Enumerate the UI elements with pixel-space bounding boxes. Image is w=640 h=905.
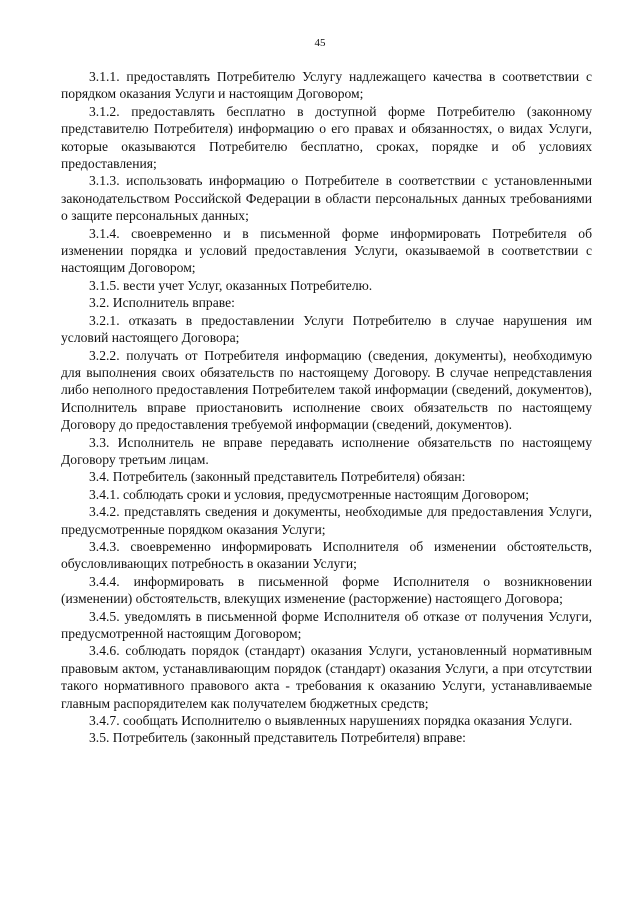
clause-3-4-7: 3.4.7. сообщать Исполнителю о выявленных нарушениях порядка оказания Услуги. [89, 713, 573, 729]
clause-3-1-3: 3.1.3. использовать информацию о Потребителе в соответствии с установленными законодательством Российской Федерации в области персональных данных требованиями о защите персональных данных; [61, 173, 592, 224]
page-number: 45 [314, 37, 326, 49]
clause-3-4-4: 3.4.4. информировать в письменной форме Исполнителя о возникновении (изменении) обстоятельств, влекущих изменение (расторжение) настоящего Договора; [61, 573, 592, 607]
clause-3-1-5: 3.1.5. вести учет Услуг, оказанных Потребителю. [89, 277, 373, 293]
clause-3-4-heading: 3.4. Потребитель (законный представитель Потребителя) обязан: [89, 469, 466, 485]
document-body [61, 68, 592, 747]
clause-3-1-4: 3.1.4. своевременно и в письменной форме информировать Потребителя об изменении порядка и условий предоставления Услуги, оказываемой в соответствии с настоящим Договором; [61, 225, 592, 276]
clause-3-3: 3.3. Исполнитель не вправе передавать исполнение обязательств по настоящему Договору третьим лицам. [61, 434, 592, 467]
clause-3-1-1: 3.1.1. предоставлять Потребителю Услугу надлежащего качества в соответствии с порядком оказания Услуги и настоящим Договором; [61, 69, 592, 102]
clause-3-1-2: 3.1.2. предоставлять бесплатно в доступной форме Потребителю (законному представителю Потребителя) информацию о его правах и обязанностях, о видах Услуги, которые оказываются Потребителю бесплатно, сроках, порядке и об условиях предоставления; [61, 103, 592, 172]
clause-3-4-3: 3.4.3. своевременно информировать Исполнителя об изменении обстоятельств, обусловливающих потребность в оказании Услуги; [61, 538, 592, 572]
clause-3-2-1: 3.2.1. отказать в предоставлении Услуги Потребителю в случае нарушения им условий настоящего Договора; [61, 312, 592, 346]
clause-3-4-2: 3.4.2. представлять сведения и документы, необходимые для предоставления Услуги, предусмотренные порядком оказания Услуги; [61, 504, 592, 537]
clause-3-4-5: 3.4.5. уведомлять в письменной форме Исполнителя об отказе от получения Услуги, предусмотренной настоящим Договором; [61, 608, 592, 641]
clause-3-4-1: 3.4.1. соблюдать сроки и условия, предусмотренные настоящим Договором; [89, 486, 530, 502]
clause-3-2-heading: 3.2. Исполнитель вправе: [89, 295, 235, 311]
clause-3-4-6: 3.4.6. соблюдать порядок (стандарт) оказания Услуги, установленный нормативным правовым актом, устанавливающим порядок (стандарт) оказания Услуги, а при отсутствии такого нормативного правового акта - требования к оказанию Услуги, устанавливаемые главным распорядителем как получателем бюджетных средств; [61, 643, 592, 711]
clause-3-2-2: 3.2.2. получать от Потребителя информацию (сведения, документы), необходимую для выполнения своих обязательств по настоящему Договору. В случае непредставления либо неполного предоставления Потребителем такой информации (сведений, документов), Исполнитель вправе приостановить исполнение своих обязательств по настоящему Договору до предоставления требуемой информации (сведений, документов). [61, 347, 592, 433]
clause-3-5-heading: 3.5. Потребитель (законный представитель Потребителя) вправе: [89, 730, 466, 746]
